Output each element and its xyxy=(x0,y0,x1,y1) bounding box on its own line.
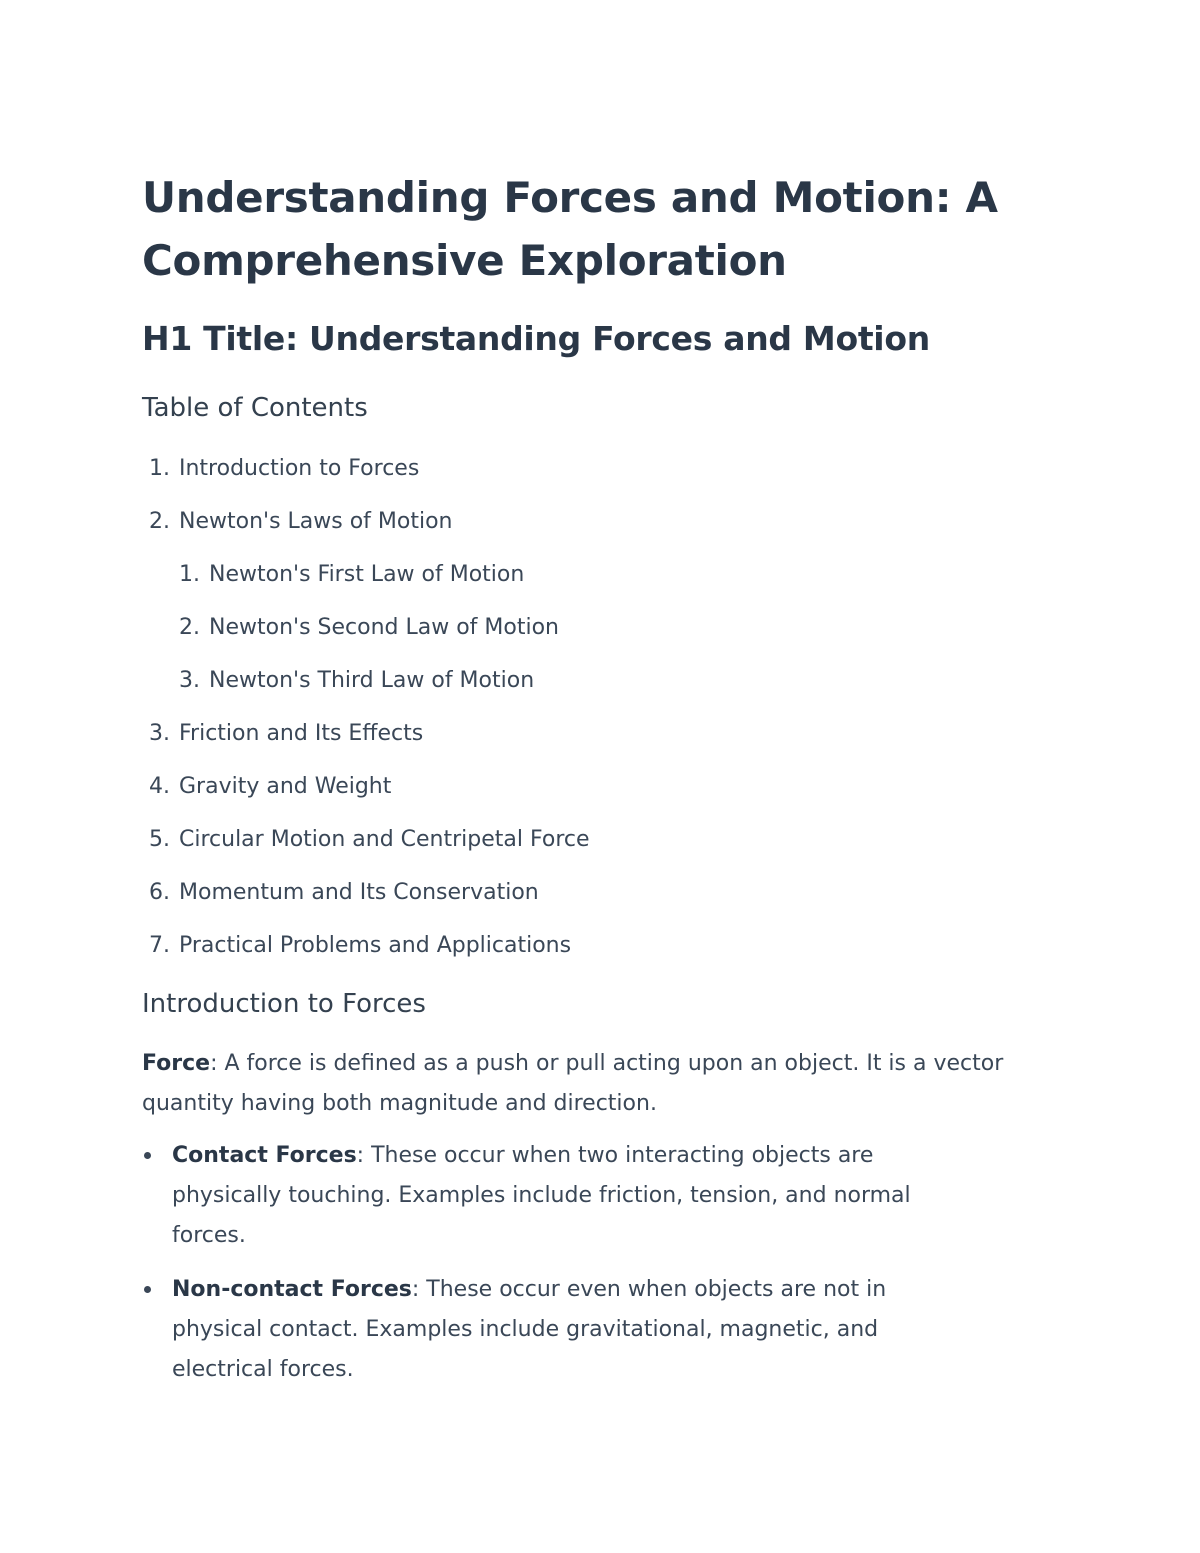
toc-item-label: Circular Motion and Centripetal Force xyxy=(179,827,590,852)
force-definition-text: : A force is defined as a push or pull acting upon an object. It is a vector quantity having both magnitude and direction. xyxy=(142,1051,1004,1116)
bullet-icon xyxy=(144,1286,151,1293)
contact-forces-text: : These occur when two interacting objects are physically touching. Examples include friction, tension, and normal forces. xyxy=(172,1143,911,1248)
toc-subitem-third-law xyxy=(142,664,590,717)
toc-item-circular-motion xyxy=(142,823,590,876)
toc-item-friction xyxy=(142,717,590,770)
non-contact-forces-term: Non-contact Forces xyxy=(172,1277,412,1302)
toc-item-label: Introduction to Forces xyxy=(179,456,420,481)
force-types-list xyxy=(142,1136,1022,1404)
bullet-icon xyxy=(144,1152,151,1159)
document-title: Understanding Forces and Motion: A Comprehensive Exploration xyxy=(142,173,998,285)
toc-item-momentum xyxy=(142,876,590,929)
toc-item-introduction xyxy=(142,452,590,505)
toc-item-label: Newton's Third Law of Motion xyxy=(209,668,535,693)
toc-item-label: Newton's Second Law of Motion xyxy=(209,615,559,640)
toc-item-number: 6. xyxy=(149,880,170,905)
toc-item-number: 5. xyxy=(149,827,170,852)
toc-item-label: Newton's Laws of Motion xyxy=(179,509,453,534)
contact-forces-term: Contact Forces xyxy=(172,1143,357,1168)
toc-item-label: Friction and Its Effects xyxy=(179,721,424,746)
toc-item-label: Newton's First Law of Motion xyxy=(209,562,525,587)
toc-item-label: Practical Problems and Applications xyxy=(179,933,572,958)
list-item-non-contact-forces xyxy=(142,1270,982,1390)
introduction-heading: Introduction to Forces xyxy=(142,989,426,1019)
toc-item-number: 1. xyxy=(149,456,170,481)
force-term: Force xyxy=(142,1051,211,1076)
toc-item-label: Momentum and Its Conservation xyxy=(179,880,539,905)
toc-item-number: 2. xyxy=(179,615,200,640)
toc-subitem-second-law xyxy=(142,611,590,664)
non-contact-forces-text: : These occur even when objects are not in physical contact. Examples include gravitational, magnetic, and electrical forces. xyxy=(172,1277,887,1382)
toc-item-practical-problems xyxy=(142,929,590,982)
list-item-contact-forces xyxy=(142,1136,982,1256)
toc-subitem-first-law xyxy=(142,558,590,611)
toc-item-number: 4. xyxy=(149,774,170,799)
toc-item-number: 3. xyxy=(149,721,170,746)
h1-title-heading: H1 Title: Understanding Forces and Motion xyxy=(142,319,930,358)
toc-item-label: Gravity and Weight xyxy=(179,774,392,799)
toc-item-number: 3. xyxy=(179,668,200,693)
toc-item-number: 1. xyxy=(179,562,200,587)
toc-item-gravity xyxy=(142,770,590,823)
toc-item-number: 2. xyxy=(149,509,170,534)
table-of-contents xyxy=(142,452,590,982)
force-definition-paragraph xyxy=(142,1044,1022,1124)
toc-item-number: 7. xyxy=(149,933,170,958)
toc-item-newtons-laws xyxy=(142,505,590,558)
toc-heading: Table of Contents xyxy=(142,393,368,423)
